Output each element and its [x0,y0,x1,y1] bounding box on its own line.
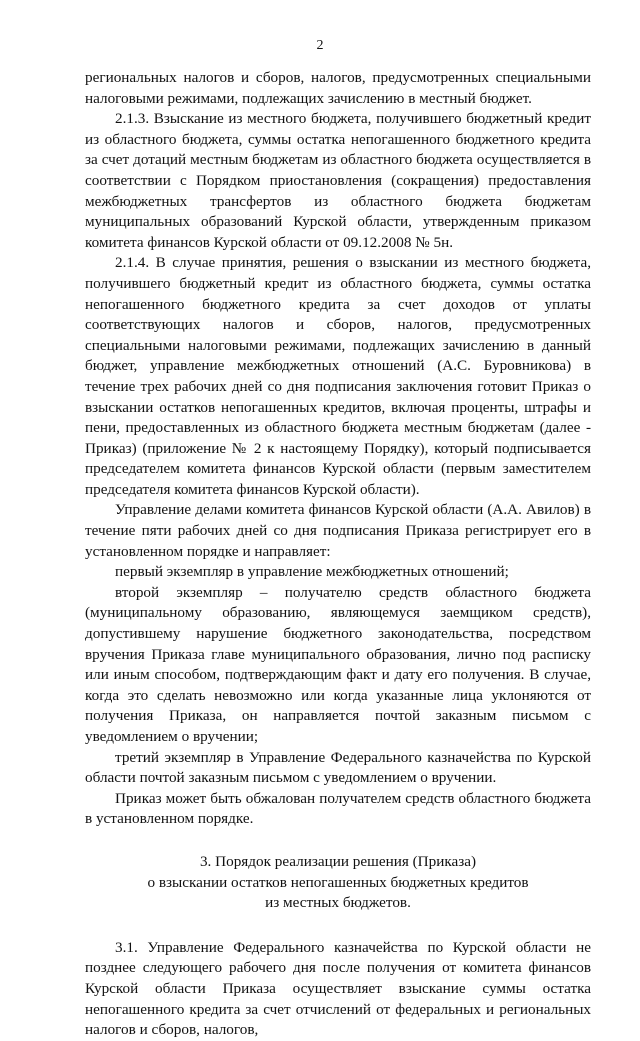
paragraph-registration: Управление делами комитета финансов Курской области (А.А. Авилов) в течение пяти рабочих дней со дня подписания Приказа регистрирует его в установленном порядке и направляет: [85,501,591,560]
page-number: 2 [316,38,324,53]
paragraph-continuation: региональных налогов и сборов, налогов, предусмотренных специальными налоговыми режимами, подлежащих зачислению в местный бюджет. [85,69,591,107]
section-heading-line-2: о взыскании остатков непогашенных бюджетных кредитов [147,873,529,891]
section-heading [85,852,591,914]
section-heading-line-1: 3. Порядок реализации решения (Приказа) [199,852,477,870]
paragraph-3-1: 3.1. Управление Федерального казначейства по Курской области не позднее следующего рабочего дня после получения от комитета финансов Курской области Приказа осуществляет взыскание суммы остатка непогашенного кредита за счет отчислений от федеральных и региональных налогов и сборов, налогов, [85,938,591,1039]
section-heading-line-3: из местных бюджетов. [265,894,411,912]
paragraph-second-copy: второй экземпляр – получателю средств областного бюджета (муниципальному образованию, являющемуся заемщиком средств), допустившему нарушение бюджетного законодательства, посредством вручения Приказа главе муниципального образования, лично под расписку или иным способом, подтверждающим факт и дату его получения. В случае, когда это сделать невозможно или когда указанные лица уклоняются от получения Приказа, он направляется почтой заказным письмом с уведомлением о вручении; [85,583,591,745]
paragraph-appeal: Приказ может быть обжалован получателем средств областного бюджета в установленном порядке. [85,789,591,828]
paragraph-2-1-3: 2.1.3. Взыскание из местного бюджета, получившего бюджетный кредит из областного бюджета, суммы остатка непогашенного бюджетного кредита за счет дотаций местным бюджетам из областного бюджета осуществляется в соответствии с Порядком приостановления (сокращения) предоставления межбюджетных трансфертов из областного бюджета бюджетам муниципальных образований Курской области, утвержденным приказом комитета финансов Курской области от 09.12.2008 № 5н. [85,110,591,251]
paragraph-third-copy: третий экземпляр в Управление Федерального казначейства по Курской области почтой заказным письмом с уведомлением о вручении. [85,748,591,787]
paragraph-first-copy: первый экземпляр в управление межбюджетных отношений; [115,563,509,581]
document-body [85,68,591,1041]
paragraph-2-1-4: 2.1.4. В случае принятия, решения о взыскании из местного бюджета, получившего бюджетный кредит из областного бюджета, суммы остатка непогашенного бюджетного кредита за счет доходов от уплаты соответствующих налогов и сборов, налогов, предусмотренных специальными налоговыми режимами, подлежащих зачислению в данный бюджет, управление межбюджетных отношений (А.С. Буровникова) в течение трех рабочих дней со дня подписания заключения готовит Приказ о взыскании остатков непогашенных кредитов, включая проценты, штрафы и пени, предоставленных из областного бюджета местным бюджетам (далее - Приказ) (приложение № 2 к настоящему Порядку), который подписывается председателем комитета финансов Курской области (первым заместителем председателя комитета финансов Курской области). [85,254,591,498]
